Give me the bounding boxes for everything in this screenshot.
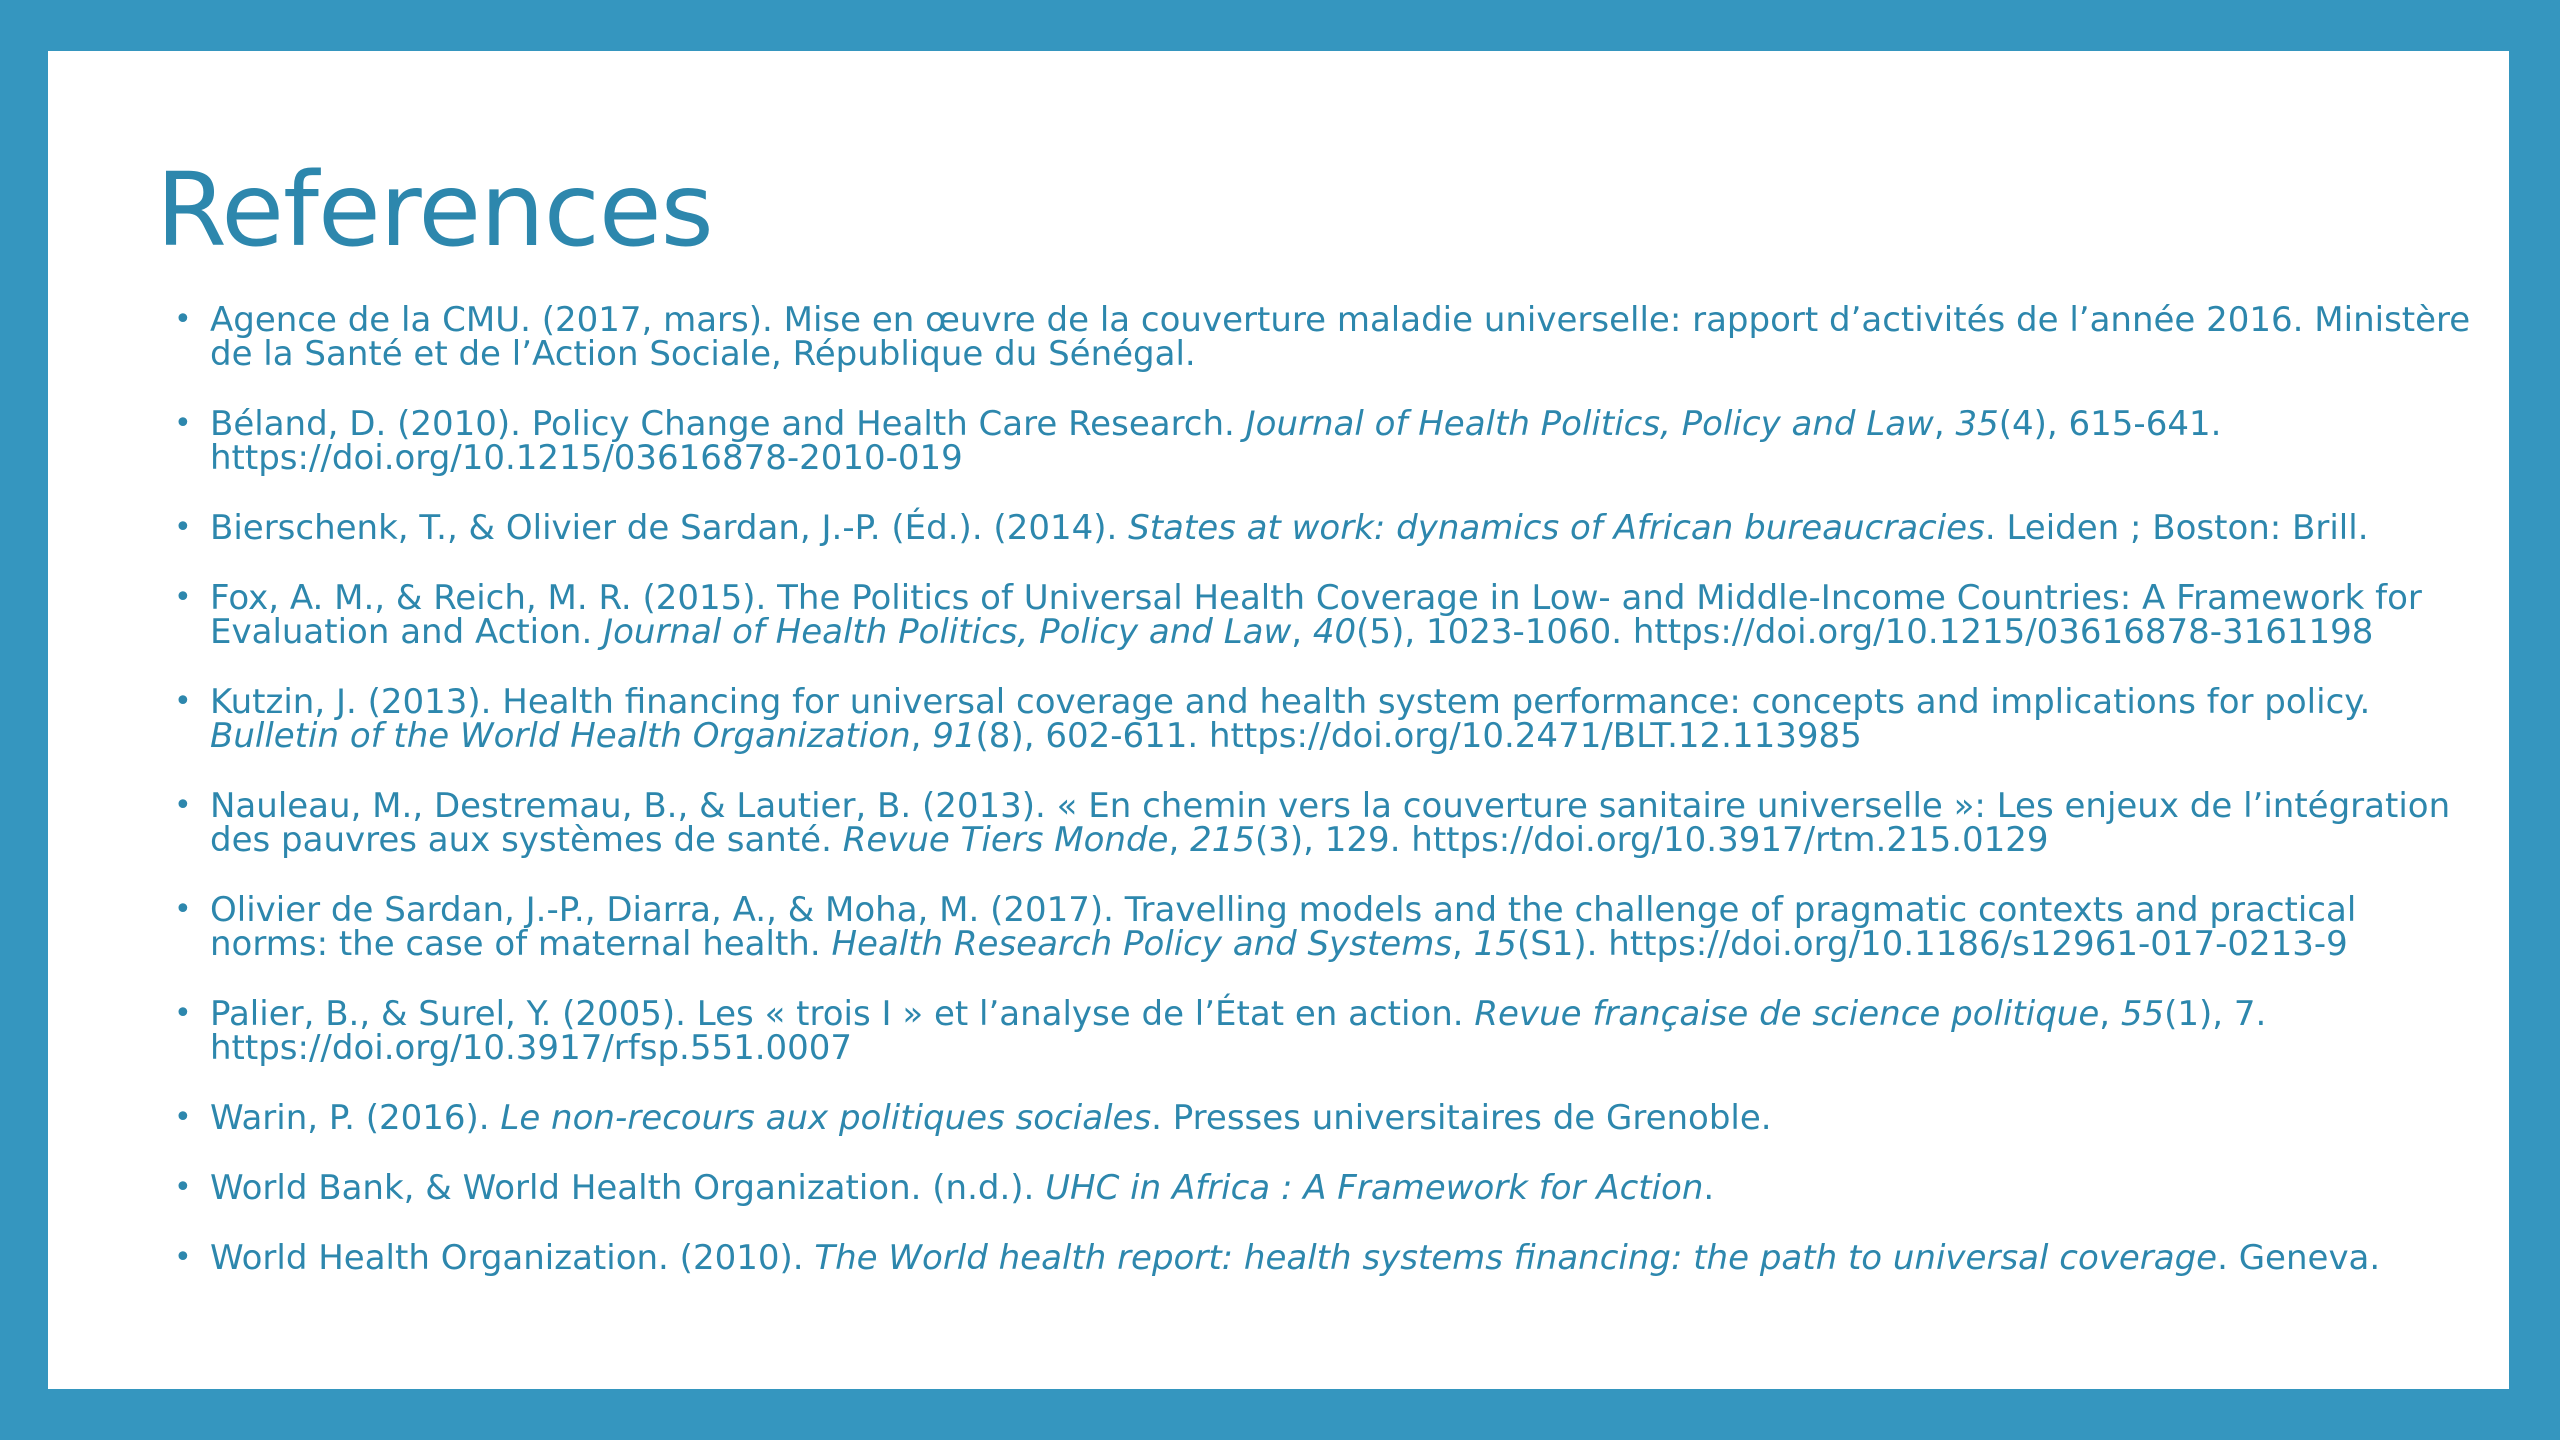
reference-text: . [1703,1168,1715,1208]
reference-text: (S1). https://doi.org/10.1186/s12961-017-0213-9 [1516,924,2348,964]
reference-text: (1), 7. https://doi.org/10.3917/rfsp.551.0007 [210,994,2267,1068]
reference-text: . Leiden ; Boston: Brill. [1984,508,2369,548]
reference-text: Palier, B., & Surel, Y. (2005). Les « trois I » et l’analyse de l’État en action. [210,994,1475,1034]
reference-text: , [1933,404,1956,444]
reference-italic-text: Revue française de science politique [1474,994,2100,1034]
reference-text: , [2099,994,2121,1034]
reference-italic-text: 35 [1955,404,1999,444]
reference-item [120,890,2480,964]
reference-italic-text: Health Research Policy and Systems [831,924,1453,964]
reference-text: (3), 129. https://doi.org/10.3917/rtm.215.0129 [1255,820,2049,860]
reference-text: , [1452,924,1474,964]
reference-text: , [1168,820,1191,860]
reference-item [120,1238,2480,1278]
reference-text: Agence de la CMU. (2017, mars). Mise en œuvre de la couverture maladie universelle: rapport d’activités de l’année 2016. Ministère de la Santé et de l’Action Sociale, République du Sénégal. [210,300,2471,374]
reference-italic-text: UHC in Africa : A Framework for Action [1045,1168,1704,1208]
reference-item [120,300,2480,374]
reference-item [120,786,2480,860]
reference-item [120,682,2480,756]
reference-text: (8), 602-611. https://doi.org/10.2471/BLT.12.113985 [975,716,1862,756]
bullet-icon: • [174,580,192,615]
reference-text: World Bank, & World Health Organization. (n.d.). [210,1168,1046,1208]
reference-text: Olivier de Sardan, J.-P., Diarra, A., & Moha, M. (2017). Travelling models and the challenge of pragmatic contexts and practical norms: the case of maternal health. [210,890,2357,964]
reference-italic-text: Le non-recours aux politiques sociales [500,1098,1152,1138]
bullet-icon: • [174,510,192,545]
reference-text: . Presses universitaires de Grenoble. [1151,1098,1772,1138]
reference-text: , [1291,612,1313,652]
reference-text: Bierschenk, T., & Olivier de Sardan, J.-P. (Éd.). (2014). [210,508,1129,548]
reference-italic-text: 55 [2120,994,2165,1034]
reference-text: Kutzin, J. (2013). Health financing for universal coverage and health system performance: concepts and implications for policy. [210,682,2371,722]
page-title: References [156,151,713,270]
bullet-icon: • [174,406,192,441]
reference-item [120,1168,2480,1208]
reference-italic-text: Journal of Health Politics, Policy and Law [603,612,1292,652]
bullet-icon: • [174,1170,192,1205]
reference-text: , [910,716,933,756]
bullet-icon: • [174,788,192,823]
reference-italic-text: Bulletin of the World Health Organization [210,716,911,756]
reference-item [120,578,2480,652]
reference-italic-text: The World health report: health systems financing: the path to universal coverage [814,1238,2218,1278]
reference-item [120,404,2480,478]
reference-text: (4), 615-641. https://doi.org/10.1215/03616878-2010-019 [210,404,2222,478]
reference-text: Fox, A. M., & Reich, M. R. (2015). The Politics of Universal Health Coverage in Low- and Middle-Income Countries: A Framework for Evaluation and Action. [210,578,2422,652]
reference-text: Warin, P. (2016). [210,1098,501,1138]
reference-italic-text: 91 [932,716,976,756]
reference-text: World Health Organization. (2010). [210,1238,815,1278]
reference-italic-text: 15 [1473,924,1517,964]
reference-item [120,994,2480,1068]
reference-text: Nauleau, M., Destremau, B., & Lautier, B. (2013). « En chemin vers la couverture sanitaire universelle »: Les enjeux de l’intégration des pauvres aux systèmes de santé. [210,786,2451,860]
bullet-icon: • [174,892,192,927]
reference-text: (5), 1023-1060. https://doi.org/10.1215/03616878-3161198 [1356,612,2374,652]
reference-list [120,300,2480,1311]
reference-italic-text: 40 [1312,612,1357,652]
bullet-icon: • [174,1240,192,1275]
slide [48,51,2509,1389]
reference-italic-text: Journal of Health Politics, Policy and Law [1245,404,1934,444]
bullet-icon: • [174,302,192,337]
reference-item [120,508,2480,548]
bullet-icon: • [174,1100,192,1135]
reference-italic-text: States at work: dynamics of African bureaucracies [1128,508,1985,548]
bullet-icon: • [174,684,192,719]
reference-italic-text: Revue Tiers Monde [842,820,1169,860]
reference-italic-text: 215 [1190,820,1256,860]
reference-text: . Geneva. [2217,1238,2381,1278]
bullet-icon: • [174,996,192,1031]
reference-item [120,1098,2480,1138]
reference-text: Béland, D. (2010). Policy Change and Health Care Research. [210,404,1246,444]
